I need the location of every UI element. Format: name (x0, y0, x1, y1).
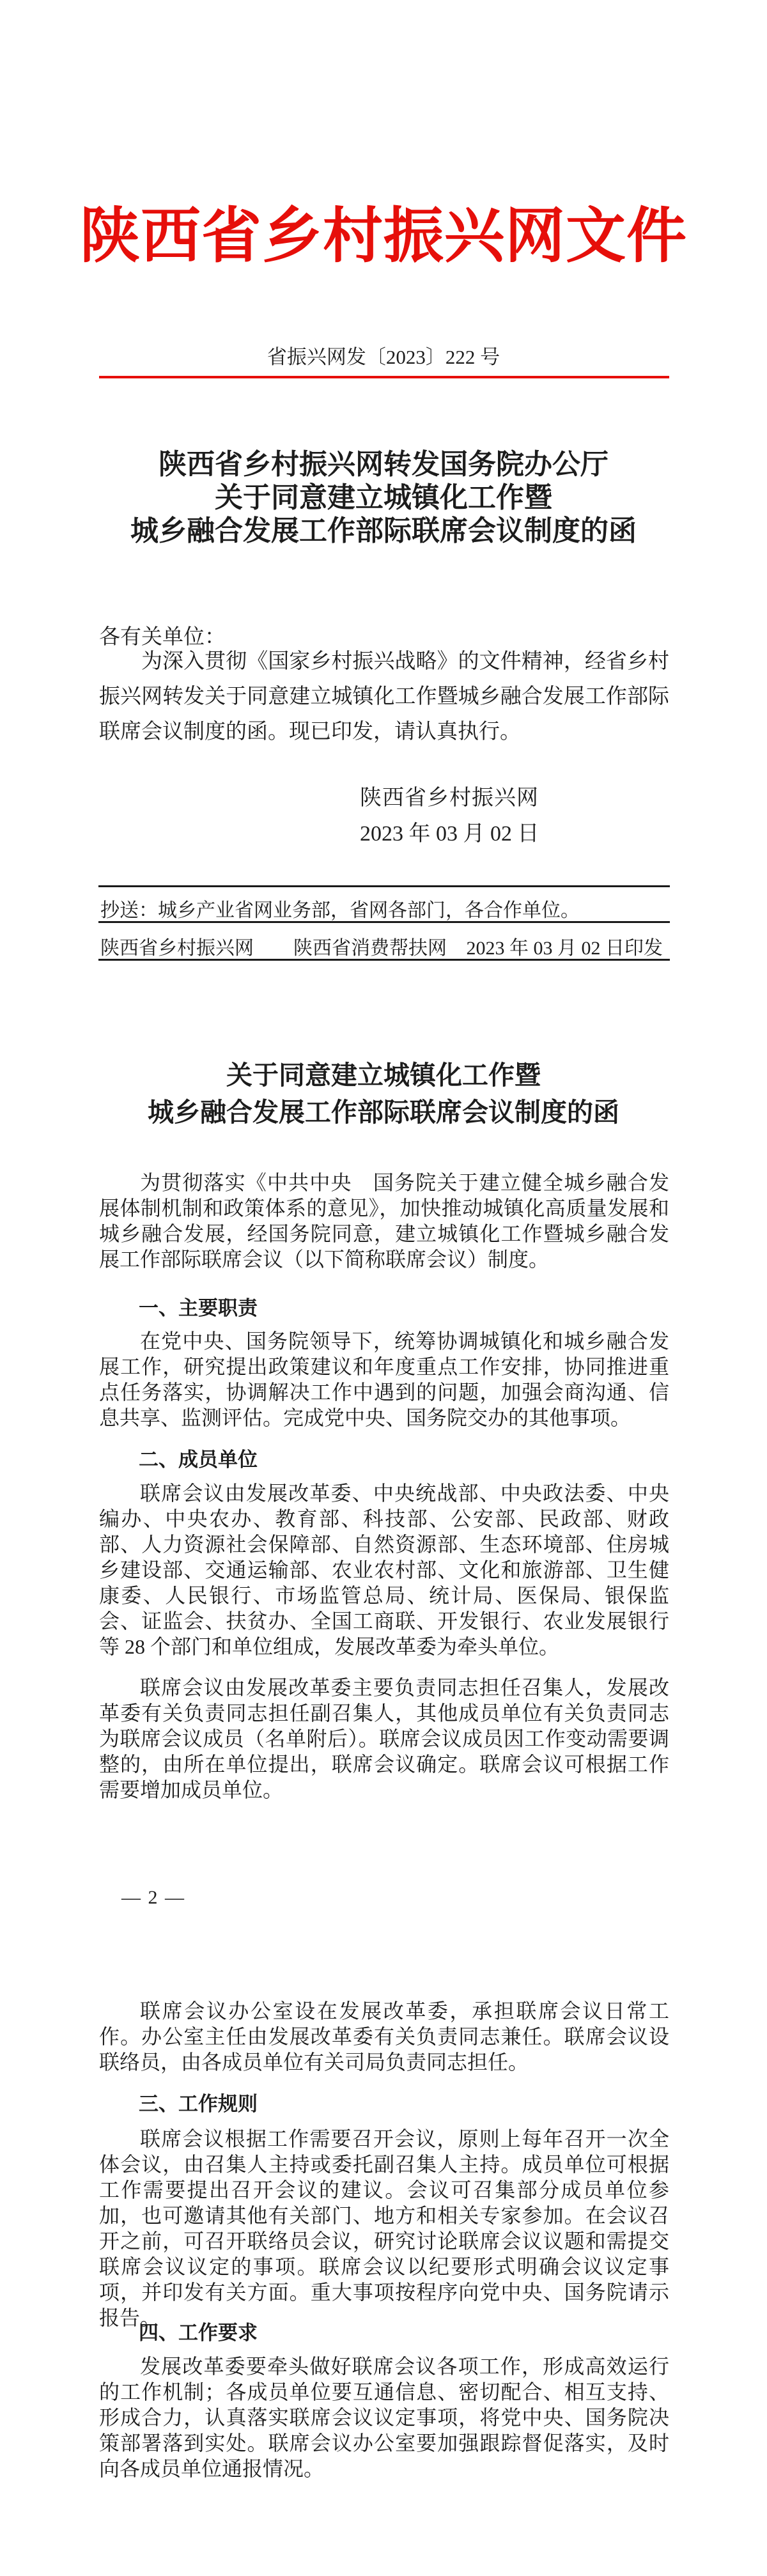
cover-body-paragraph: 为深入贯彻《国家乡村振兴战略》的文件精神，经省乡村振兴网转发关于同意建立城镇化工作暨城乡融合发展工作部际联席会议制度的函。现已印发，请认真执行。 (99, 650, 669, 743)
section-heading-duties: 一、主要职责 (139, 1297, 258, 1319)
masthead-title: 陕西省乡村振兴网文件 (79, 203, 687, 270)
leaders-paragraph: 联席会议由发展改革委主要负责同志担任召集人，发展改革委有关负责同志担任副召集人，其他成员单位有关负责同志为联席会议成员（名单附后）。联席会议成员因工作变动需要调整的，由所在单位提出，联席会议确定。联席会议可根据工作需要增加成员单位。 (99, 1676, 669, 1801)
document-title-line-2: 关于同意建立城镇化工作暨 (215, 482, 552, 513)
signature-date: 2023 年 03 月 02 日 (360, 822, 539, 846)
issuer-row (100, 932, 663, 960)
section-heading-requirements: 四、工作要求 (139, 2322, 258, 2344)
issuer-name-1: 陕西省乡村振兴网 (100, 938, 254, 959)
issue-date: 2023 年 03 月 02 日印发 (466, 938, 663, 959)
section-heading-rules: 三、工作规则 (139, 2093, 258, 2115)
document-title-line-1: 陕西省乡村振兴网转发国务院办公厅 (159, 449, 608, 480)
attachment-title-line-2: 城乡融合发展工作部际联席会议制度的函 (148, 1098, 619, 1127)
page-number: — 2 — (121, 1887, 185, 1908)
cc-divider-middle (98, 921, 670, 923)
doc-number: 省振兴网发〔2023〕222 号 (267, 346, 500, 368)
rules-paragraph: 联席会议根据工作需要召开会议，原则上每年召开一次全体会议，由召集人主持或委托副召集人主持。成员单位可根据工作需要提出召开会议的建议。会议可召集部分成员单位参加，也可邀请其他有关部门、地方和相关专家参加。在会议召开之前，可召开联络员会议，研究讨论联席会议议题和需提交联席会议议定的事项。联席会议以纪要形式明确会议议定事项，并印发有关方面。重大事项按程序向党中央、国务院请示报告。 (99, 2127, 669, 2329)
cc-divider-bottom (98, 959, 670, 961)
salutation: 各有关单位： (99, 626, 226, 649)
red-separator-line (99, 376, 669, 378)
issuer-name-2: 陕西省消费帮扶网 (293, 938, 447, 959)
cc-line: 抄送：城乡产业省网业务部，省网各部门，各合作单位。 (100, 900, 580, 921)
section-heading-members: 二、成员单位 (139, 1448, 258, 1471)
signature-name: 陕西省乡村振兴网 (360, 786, 539, 810)
office-paragraph: 联席会议办公室设在发展改革委，承担联席会议日常工作。办公室主任由发展改革委有关负责同志兼任。联席会议设联络员，由各成员单位有关司局负责同志担任。 (99, 1999, 669, 2074)
requirements-paragraph: 发展改革委要牵头做好联席会议各项工作，形成高效运行的工作机制；各成员单位要互通信息、密切配合、相互支持、形成合力，认真落实联席会议议定事项，将党中央、国务院决策部署落到实处。联席会议办公室要加强跟踪督促落实，及时向各成员单位通报情况。 (99, 2355, 669, 2480)
cc-divider-top (98, 885, 670, 887)
intro-paragraph: 为贯彻落实《中共中央 国务院关于建立健全城乡融合发展体制机制和政策体系的意见》，加快推动城镇化高质量发展和城乡融合发展，经国务院同意，建立城镇化工作暨城乡融合发展工作部际联席会议（以下简称联席会议）制度。 (99, 1171, 669, 1271)
document-title (0, 448, 767, 548)
attachment-title (0, 1057, 767, 1131)
members-paragraph: 联席会议由发展改革委、中央统战部、中央政法委、中央编办、中央农办、教育部、科技部、公安部、民政部、财政部、人力资源社会保障部、自然资源部、生态环境部、住房城乡建设部、交通运输部、农业农村部、文化和旅游部、卫生健康委、人民银行、市场监管总局、统计局、医保局、银保监会、证监会、扶贫办、全国工商联、开发银行、农业发展银行等 28 个部门和单位组成，发展改革委为牵头单位。 (99, 1482, 669, 1658)
document-title-line-3: 城乡融合发展工作部际联席会议制度的函 (130, 515, 637, 547)
attachment-title-line-1: 关于同意建立城镇化工作暨 (226, 1060, 541, 1090)
duties-paragraph: 在党中央、国务院领导下，统筹协调城镇化和城乡融合发展工作，研究提出政策建议和年度重点工作安排，协同推进重点任务落实，协调解决工作中遇到的问题，加强会商沟通、信息共享、监测评估。完成党中央、国务院交办的其他事项。 (99, 1330, 669, 1429)
